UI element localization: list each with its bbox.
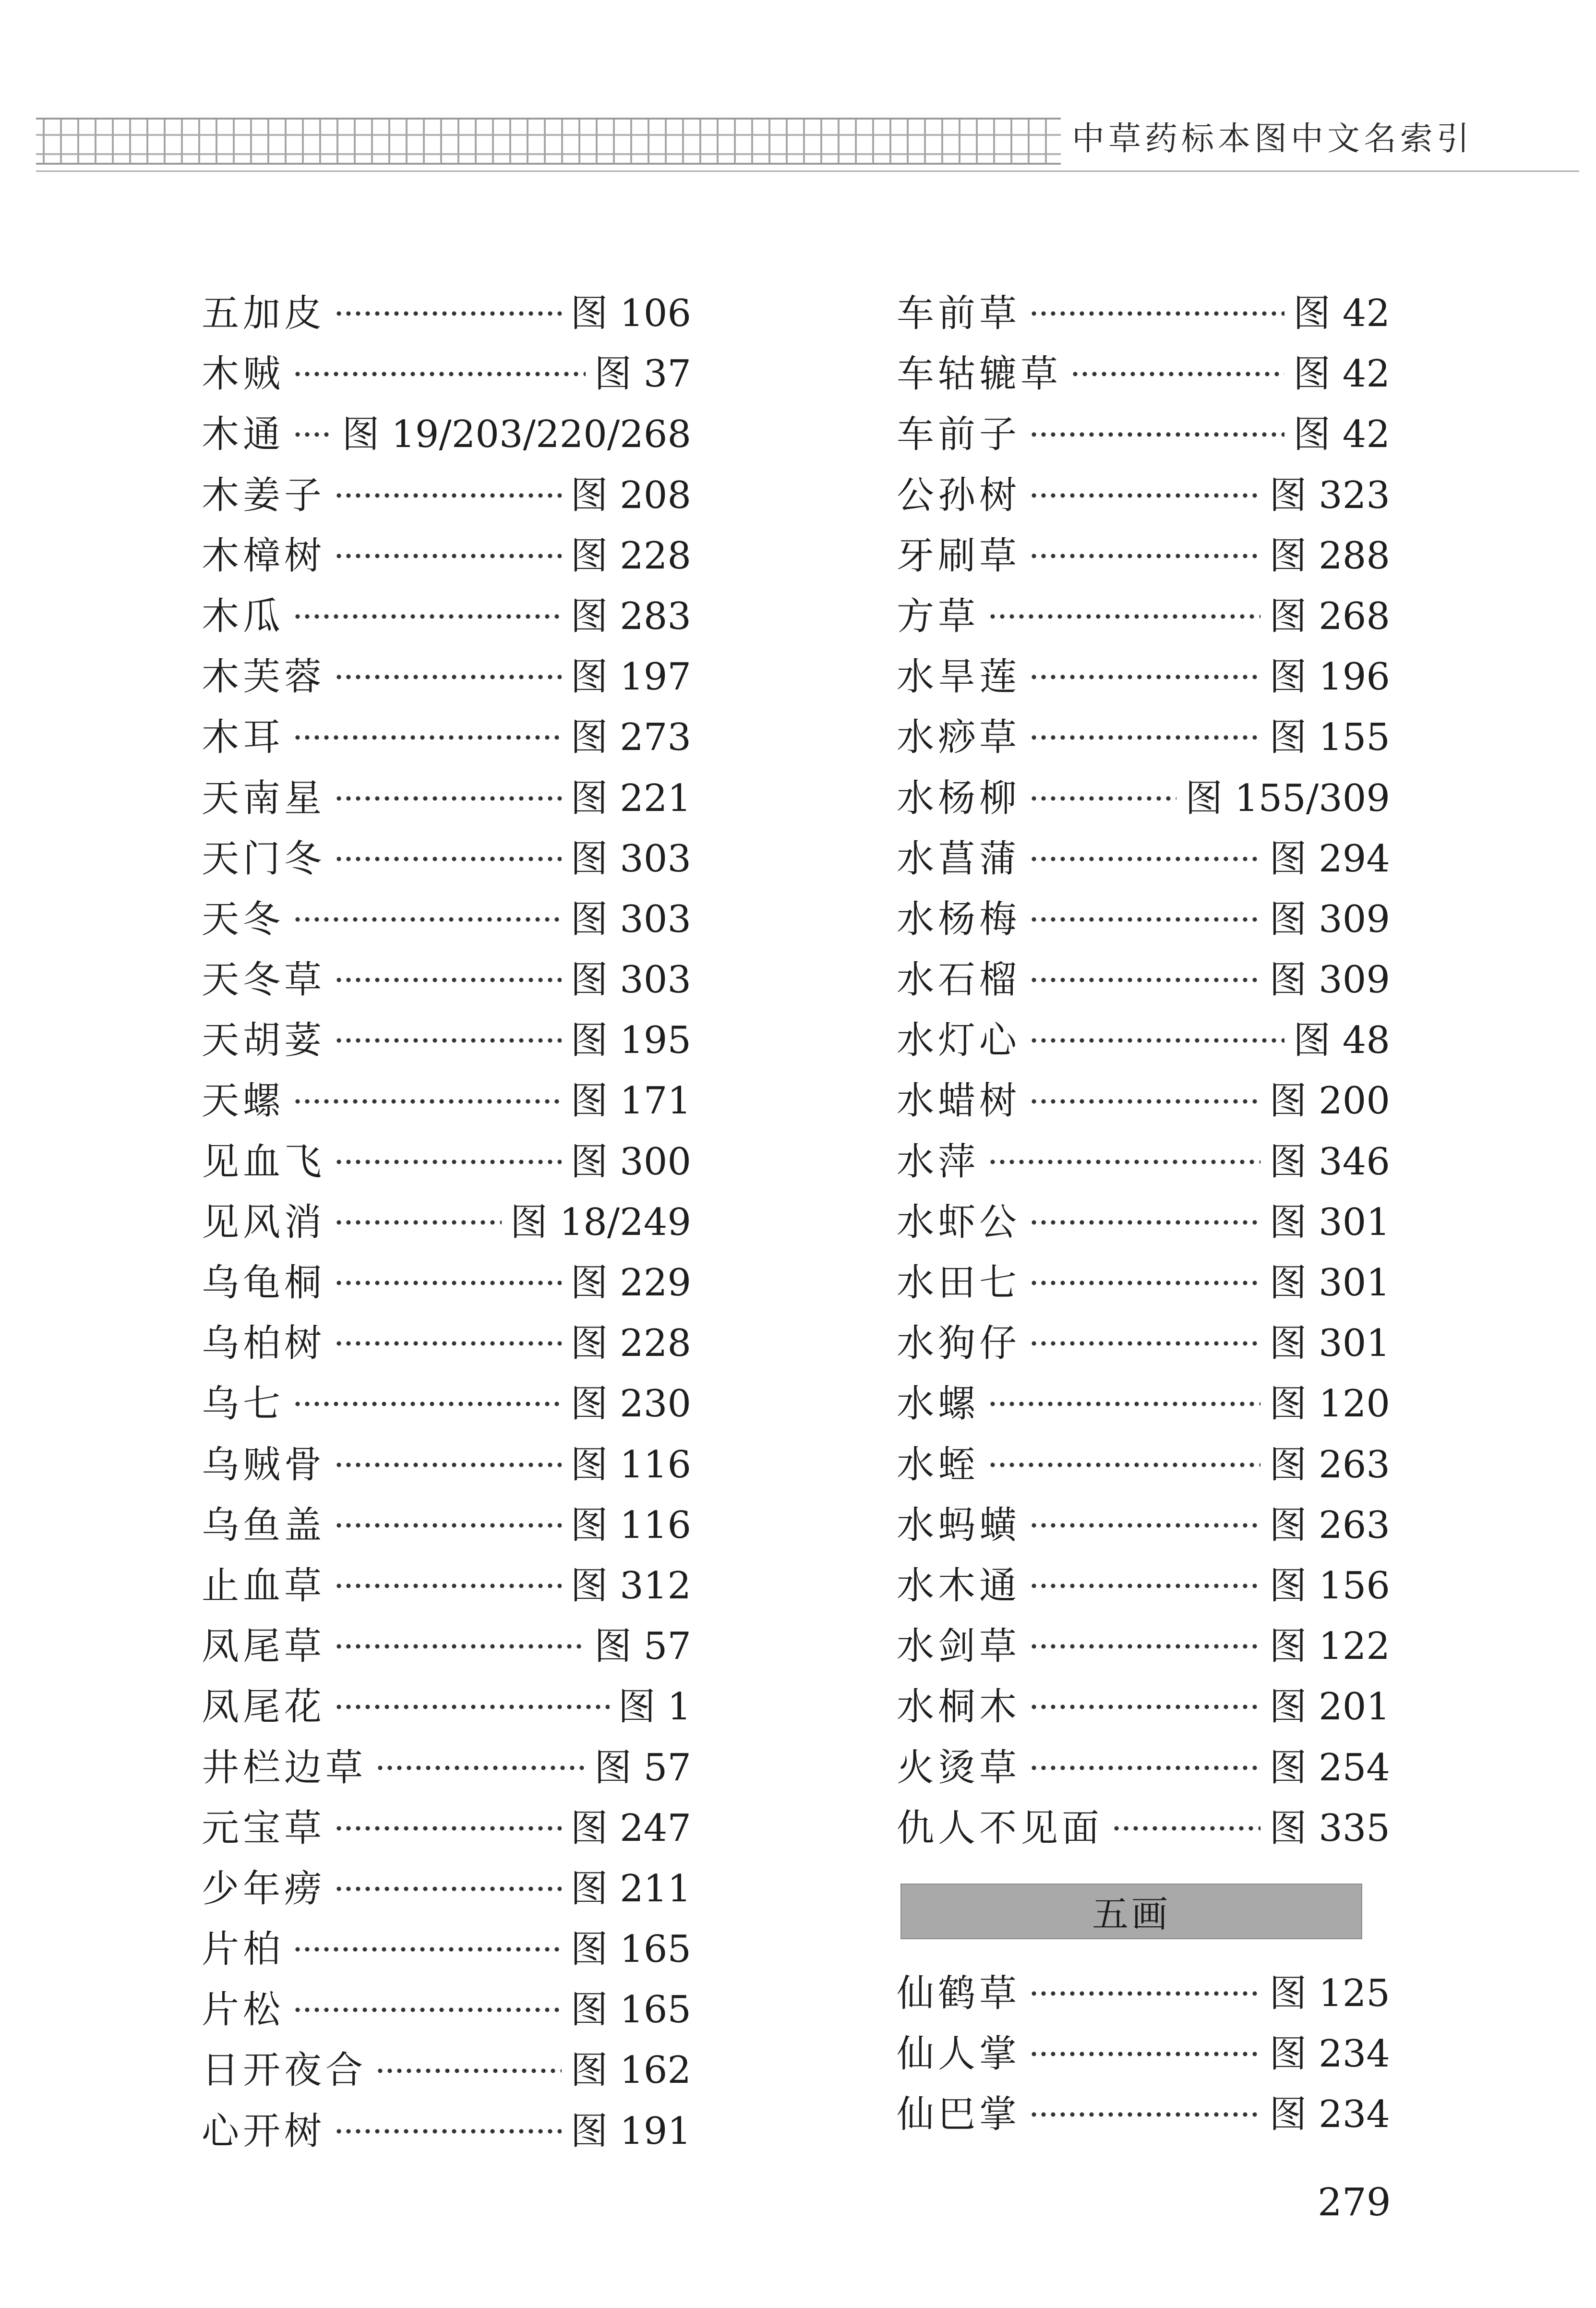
index-entry xyxy=(202,1738,691,1798)
leader-dots xyxy=(1029,796,1176,801)
entry-name: 乌柏树 xyxy=(202,1322,326,1365)
index-entry xyxy=(897,1374,1390,1434)
leader-dots xyxy=(1029,2052,1260,2056)
entry-figure-ref: 图 116 xyxy=(570,1443,691,1486)
entry-name: 公孙树 xyxy=(897,473,1021,517)
index-entry xyxy=(897,344,1390,404)
entry-figure-ref: 图 247 xyxy=(570,1806,691,1850)
entry-figure-ref: 图 234 xyxy=(1269,2032,1390,2076)
leader-dots xyxy=(293,432,333,437)
entry-name: 天门冬 xyxy=(202,837,326,881)
entry-figure-ref: 图 230 xyxy=(570,1382,691,1426)
leader-dots xyxy=(1029,1038,1284,1043)
index-entry xyxy=(202,586,691,647)
leader-dots xyxy=(375,2068,562,2073)
index-entry xyxy=(202,1616,691,1677)
leader-dots xyxy=(334,1704,610,1709)
entry-figure-ref: 图 57 xyxy=(594,1625,691,1668)
index-entry xyxy=(202,1859,691,1919)
leader-dots xyxy=(1029,2112,1260,2117)
entry-figure-ref: 图 229 xyxy=(570,1261,691,1305)
leader-dots xyxy=(334,1038,562,1043)
entry-name: 木贼 xyxy=(202,352,285,396)
index-entry xyxy=(897,1071,1390,1131)
leader-dots xyxy=(334,1644,586,1649)
index-entry xyxy=(202,829,691,889)
entry-name: 井栏边草 xyxy=(202,1746,367,1789)
entry-figure-ref: 图 346 xyxy=(1269,1140,1390,1184)
leader-dots xyxy=(334,311,562,316)
index-entry xyxy=(897,1435,1390,1495)
leader-dots xyxy=(1029,735,1260,740)
leader-dots xyxy=(1029,1099,1260,1104)
entry-figure-ref: 图 197 xyxy=(570,655,691,699)
index-entry xyxy=(897,2084,1390,2145)
entry-figure-ref: 图 195 xyxy=(570,1019,691,1063)
index-entry xyxy=(897,950,1390,1010)
index-entry xyxy=(202,707,691,768)
entry-name: 止血草 xyxy=(202,1564,326,1607)
index-entry xyxy=(202,889,691,950)
index-entry xyxy=(897,465,1390,526)
index-entry xyxy=(897,404,1390,465)
index-entry xyxy=(202,1132,691,1192)
index-entry xyxy=(897,1677,1390,1737)
leader-dots xyxy=(1029,493,1260,498)
entry-figure-ref: 图 106 xyxy=(570,292,691,335)
leader-dots xyxy=(1029,1704,1260,1709)
entry-figure-ref: 图 228 xyxy=(570,1322,691,1365)
entry-name: 仙鹤草 xyxy=(897,1971,1021,2015)
leader-dots xyxy=(375,1765,586,1770)
entry-name: 水螺 xyxy=(897,1382,980,1426)
index-entry xyxy=(897,768,1390,829)
leader-dots xyxy=(334,978,562,982)
leader-dots xyxy=(334,1341,562,1346)
index-entry xyxy=(897,283,1390,344)
entry-figure-ref: 图 1 xyxy=(618,1685,691,1729)
leader-dots xyxy=(293,1099,562,1104)
entry-figure-ref: 图 254 xyxy=(1269,1746,1390,1789)
leader-dots xyxy=(334,554,562,558)
leader-dots xyxy=(1029,917,1260,922)
entry-figure-ref: 图 303 xyxy=(570,897,691,941)
index-entry xyxy=(202,2040,691,2101)
index-entry xyxy=(897,1556,1390,1616)
index-entry xyxy=(202,404,691,465)
entry-name: 车轱辘草 xyxy=(897,352,1062,396)
entry-name: 木芙蓉 xyxy=(202,655,326,699)
entry-name: 木姜子 xyxy=(202,473,326,517)
entry-name: 水蚂蟥 xyxy=(897,1503,1021,1547)
entry-figure-ref: 图 208 xyxy=(570,473,691,517)
entry-name: 乌贼骨 xyxy=(202,1443,326,1486)
leader-dots xyxy=(1029,1765,1260,1770)
entry-name: 水虾公 xyxy=(897,1200,1021,1244)
entry-figure-ref: 图 200 xyxy=(1269,1079,1390,1123)
entry-figure-ref: 图 48 xyxy=(1293,1019,1390,1063)
entry-figure-ref: 图 57 xyxy=(594,1746,691,1789)
entry-figure-ref: 图 171 xyxy=(570,1079,691,1123)
entry-name: 木瓜 xyxy=(202,594,285,638)
index-entry xyxy=(202,1798,691,1859)
entry-name: 天螺 xyxy=(202,1079,285,1123)
leader-dots xyxy=(1029,311,1284,316)
leader-dots xyxy=(334,1523,562,1528)
index-entry xyxy=(202,2101,691,2162)
entry-figure-ref: 图 283 xyxy=(570,594,691,638)
entry-name: 水菖蒲 xyxy=(897,837,1021,881)
entry-figure-ref: 图 221 xyxy=(570,776,691,820)
leader-dots xyxy=(293,1402,562,1406)
leader-dots xyxy=(1029,554,1260,558)
leader-dots xyxy=(1029,1220,1260,1225)
leader-dots xyxy=(334,1583,562,1588)
entry-figure-ref: 图 234 xyxy=(1269,2093,1390,2137)
index-entry xyxy=(202,1071,691,1131)
entry-figure-ref: 图 165 xyxy=(570,1988,691,2032)
index-entry xyxy=(202,1253,691,1313)
index-entry xyxy=(897,889,1390,950)
index-entry xyxy=(202,1192,691,1253)
entry-figure-ref: 图 335 xyxy=(1269,1806,1390,1850)
entry-name: 仙巴掌 xyxy=(897,2093,1021,2137)
index-entry xyxy=(202,950,691,1010)
entry-figure-ref: 图 294 xyxy=(1269,837,1390,881)
entry-name: 乌龟桐 xyxy=(202,1261,326,1305)
entry-figure-ref: 图 273 xyxy=(570,716,691,760)
entry-name: 水蛭 xyxy=(897,1443,980,1486)
index-entry xyxy=(202,1374,691,1434)
entry-figure-ref: 图 312 xyxy=(570,1564,691,1607)
entry-figure-ref: 图 228 xyxy=(570,534,691,578)
leader-dots xyxy=(1029,1991,1260,1996)
leader-dots xyxy=(334,493,562,498)
index-entry xyxy=(897,707,1390,768)
decorative-border xyxy=(36,118,1061,165)
right-entries xyxy=(897,283,1390,1859)
page-number: 279 xyxy=(1318,2180,1391,2224)
leader-dots xyxy=(1029,978,1260,982)
leader-dots xyxy=(1029,1523,1260,1528)
entry-name: 木耳 xyxy=(202,716,285,760)
leader-dots xyxy=(334,1886,562,1891)
index-entry xyxy=(202,1495,691,1556)
entry-figure-ref: 图 301 xyxy=(1269,1261,1390,1305)
index-entry xyxy=(897,1313,1390,1374)
index-entry xyxy=(897,1738,1390,1798)
leader-dots xyxy=(1029,1341,1260,1346)
index-entry xyxy=(897,1132,1390,1192)
entry-name: 片松 xyxy=(202,1988,285,2032)
index-entry xyxy=(202,1313,691,1374)
entry-figure-ref: 图 42 xyxy=(1293,352,1390,396)
entry-figure-ref: 图 42 xyxy=(1293,413,1390,457)
leader-dots xyxy=(1029,857,1260,861)
entry-figure-ref: 图 263 xyxy=(1269,1443,1390,1486)
running-header xyxy=(36,103,1579,175)
entry-name: 仇人不见面 xyxy=(897,1806,1104,1850)
entry-name: 凤尾草 xyxy=(202,1625,326,1668)
index-entry xyxy=(897,1963,1390,2024)
index-entry xyxy=(202,1919,691,1980)
index-column-left xyxy=(202,283,691,2162)
entry-name: 水杨梅 xyxy=(897,897,1021,941)
entry-name: 水木通 xyxy=(897,1564,1021,1607)
entry-name: 乌鱼盖 xyxy=(202,1503,326,1547)
index-entry xyxy=(897,1495,1390,1556)
entry-figure-ref: 图 288 xyxy=(1269,534,1390,578)
leader-dots xyxy=(988,1160,1260,1164)
entry-name: 水蜡树 xyxy=(897,1079,1021,1123)
leader-dots xyxy=(293,372,586,376)
leader-dots xyxy=(1029,1281,1260,1285)
entry-figure-ref: 图 37 xyxy=(594,352,691,396)
leader-dots xyxy=(293,2007,562,2012)
index-column-right xyxy=(897,283,1390,2145)
index-entry xyxy=(897,526,1390,586)
index-entry xyxy=(897,2024,1390,2084)
leader-dots xyxy=(293,614,562,619)
entry-figure-ref: 图 42 xyxy=(1293,292,1390,335)
entry-name: 仙人掌 xyxy=(897,2032,1021,2076)
entry-figure-ref: 图 165 xyxy=(570,1928,691,1971)
leader-dots xyxy=(988,1462,1260,1467)
entry-name: 乌七 xyxy=(202,1382,285,1426)
leader-dots xyxy=(988,1402,1260,1406)
header-title: 中草药标本图中文名索引 xyxy=(1072,120,1474,158)
entry-figure-ref: 图 116 xyxy=(570,1503,691,1547)
leader-dots xyxy=(334,675,562,679)
entry-name: 水剑草 xyxy=(897,1625,1021,1668)
entry-figure-ref: 图 268 xyxy=(1269,594,1390,638)
entry-name: 片柏 xyxy=(202,1928,285,1971)
entry-figure-ref: 图 155 xyxy=(1269,716,1390,760)
entry-figure-ref: 图 303 xyxy=(570,837,691,881)
entry-name: 牙刷草 xyxy=(897,534,1021,578)
index-entry xyxy=(202,1556,691,1616)
entry-name: 见风消 xyxy=(202,1200,326,1244)
leader-dots xyxy=(988,614,1260,619)
entry-name: 天胡荽 xyxy=(202,1019,326,1063)
entry-name: 木通 xyxy=(202,413,285,457)
index-entry xyxy=(202,465,691,526)
entry-name: 水杨柳 xyxy=(897,776,1021,820)
entry-figure-ref: 图 19/203/220/268 xyxy=(342,413,691,457)
entry-name: 水石榴 xyxy=(897,958,1021,1002)
index-entry xyxy=(897,1798,1390,1859)
entry-name: 元宝草 xyxy=(202,1806,326,1850)
section-header: 五画 xyxy=(900,1884,1362,1939)
entry-figure-ref: 图 125 xyxy=(1269,1971,1390,2015)
entry-figure-ref: 图 162 xyxy=(570,2049,691,2092)
entry-name: 方草 xyxy=(897,594,980,638)
entry-figure-ref: 图 120 xyxy=(1269,1382,1390,1426)
entry-figure-ref: 图 155/309 xyxy=(1185,776,1390,820)
entry-name: 凤尾花 xyxy=(202,1685,326,1729)
leader-dots xyxy=(1029,1644,1260,1649)
leader-dots xyxy=(1112,1826,1260,1831)
entry-figure-ref: 图 301 xyxy=(1269,1322,1390,1365)
entry-figure-ref: 图 122 xyxy=(1269,1625,1390,1668)
entry-name: 水桐木 xyxy=(897,1685,1021,1729)
entry-name: 车前草 xyxy=(897,292,1021,335)
index-entry xyxy=(202,1010,691,1071)
entry-name: 天冬草 xyxy=(202,958,326,1002)
entry-figure-ref: 图 300 xyxy=(570,1140,691,1184)
entry-name: 见血飞 xyxy=(202,1140,326,1184)
header-rule xyxy=(36,170,1579,172)
leader-dots xyxy=(334,1160,562,1164)
index-entry xyxy=(897,1192,1390,1253)
entry-figure-ref: 图 211 xyxy=(570,1867,691,1910)
entry-figure-ref: 图 309 xyxy=(1269,897,1390,941)
entry-figure-ref: 图 301 xyxy=(1269,1200,1390,1244)
index-entry xyxy=(897,1253,1390,1313)
entry-name: 水狗仔 xyxy=(897,1322,1021,1365)
entry-name: 水灯心 xyxy=(897,1019,1021,1063)
entry-figure-ref: 图 196 xyxy=(1269,655,1390,699)
entry-name: 水痧草 xyxy=(897,716,1021,760)
entry-name: 天冬 xyxy=(202,897,285,941)
entry-name: 水萍 xyxy=(897,1140,980,1184)
index-entry xyxy=(897,586,1390,647)
entry-figure-ref: 图 323 xyxy=(1269,473,1390,517)
entry-figure-ref: 图 201 xyxy=(1269,1685,1390,1729)
entry-name: 心开树 xyxy=(202,2109,326,2153)
leader-dots xyxy=(293,1947,562,1952)
leader-dots xyxy=(334,1281,562,1285)
entry-figure-ref: 图 156 xyxy=(1269,1564,1390,1607)
entry-figure-ref: 图 303 xyxy=(570,958,691,1002)
leader-dots xyxy=(334,796,562,801)
entry-name: 木樟树 xyxy=(202,534,326,578)
entry-name: 水田七 xyxy=(897,1261,1021,1305)
entry-name: 天南星 xyxy=(202,776,326,820)
leader-dots xyxy=(334,857,562,861)
entry-figure-ref: 图 263 xyxy=(1269,1503,1390,1547)
entry-name: 车前子 xyxy=(897,413,1021,457)
section-entries xyxy=(897,1963,1390,2145)
index-entry xyxy=(202,1435,691,1495)
entry-name: 火烫草 xyxy=(897,1746,1021,1789)
index-entry xyxy=(202,647,691,707)
leader-dots xyxy=(293,917,562,922)
index-entry xyxy=(202,526,691,586)
index-entry xyxy=(202,768,691,829)
leader-dots xyxy=(334,2129,562,2134)
leader-dots xyxy=(293,735,562,740)
index-entry xyxy=(897,1010,1390,1071)
entry-name: 水旱莲 xyxy=(897,655,1021,699)
entry-name: 五加皮 xyxy=(202,292,326,335)
index-entry xyxy=(202,1677,691,1737)
index-entry xyxy=(202,344,691,404)
index-entry xyxy=(897,829,1390,889)
leader-dots xyxy=(334,1462,562,1467)
leader-dots xyxy=(1029,432,1284,437)
entry-figure-ref: 图 191 xyxy=(570,2109,691,2153)
entry-figure-ref: 图 18/249 xyxy=(510,1200,691,1244)
index-entry xyxy=(897,647,1390,707)
leader-dots xyxy=(1070,372,1284,376)
leader-dots xyxy=(1029,675,1260,679)
entry-name: 少年痨 xyxy=(202,1867,326,1910)
index-entry xyxy=(897,1616,1390,1677)
leader-dots xyxy=(1029,1583,1260,1588)
leader-dots xyxy=(334,1220,502,1225)
entry-figure-ref: 图 309 xyxy=(1269,958,1390,1002)
leader-dots xyxy=(334,1826,562,1831)
index-entry xyxy=(202,283,691,344)
entry-name: 日开夜合 xyxy=(202,2049,367,2092)
index-entry xyxy=(202,1980,691,2040)
